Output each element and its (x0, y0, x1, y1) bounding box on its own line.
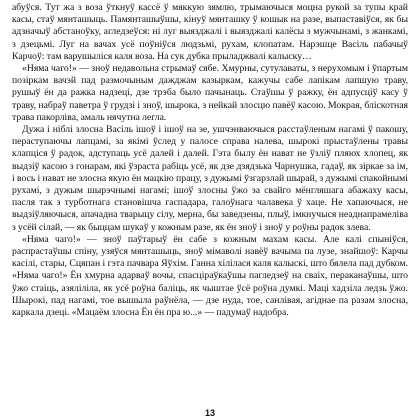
paragraph-1: абуўся. Тут жа з воза ўткнуў кассё ў мяккую зямлю, трымаючыся моцна рукой за тупы край касы, стаў мянташыць. Памянташыўшы, кінуў мянташку ў кошык на разе, выпаставіўся, як бы адзначыў абстаноўку, агледзеўся: ні луг выязджалі і выязджалі калёсы з мужчынамі, з жанкамі, з дзецьмі. Луг на вачах усё поўніўся людзьмі, рухам, клопатам. Нарэшце Васіль пабачыў Карчоў: там варушыліся каля воза. На сук дубка прыладжвалі калыску… (12, 2, 408, 62)
paragraph-3: Дужа і ніблі злосна Васіль ішоў і ішоў на зе, ушчэнваючыся расстаўленым нагамі ў пакошу, пераступаючы лапцамі, за якімі ўслед у палосе справа налева, шырокі прыстаўлены травы клапціся ў радок, адступаць усё далей і далей. Гэта былу ён нават не ўзліў пляюх хлопец, як выдзіў касою з гонарам, які ўзраста рабіць усё, як дзе дзядзька Чарнушка, гадаў, як зіркае за ім, і вось і нават не злосна якую ён мацкію працу, з дужымі ўзгарзлай шырай, з дужымі спакойнымі рухамі, з дужым шырэчнымі нагамі; ішоў злосны ўжо за свайго мёнгляшага абажаху касы, пасля так з турботнага становішча гаспадара, галоўнага чалавека ў хаце. Не хапаючыся, не выдзіўляючыся, апачадна тварыцу сілу, мерна, бы заведзены, плыў, імкнучыся неаднапрамеліва з усёй сілай, — як быццам шукаў у кожным разе, як ён зноў і зноў у роўны радок злева. (12, 124, 408, 233)
paragraph-2: «Няма чаго!» — зноў недавольна стрымаў сябе. Хмурны, сутулаваты, з нерухомым і ўпартым позіркам вачэй пад размочыным дажджам казыркам, кажучы сабе лапікам лапшую траву, рушыў ён да ражка надзеці, дзе трэба было пачынаць. Стаўшы ў ражку, ён адпусціў касу ў траву, набраў паветра ў грудзі і зноў, шырока, з нейкай злосцю павёў касою. Мокрая, блiскотная трава пакорліва, амаль нячутна легла. (12, 63, 408, 123)
body-text (12, 2, 408, 319)
page-number: 13 (204, 408, 215, 418)
paragraph-4: «Няма чаго!» — зноў паўтарыў ён сабе з кожным махам касы. Але калі спыніўся, распрастаўшы спіну, узяўся мянташыць, зноў мімаволі навёў вачыма па лузе, знайшоў: Карчы касілі, стары, Сцяпан і гэта пачвара Яўхім. Ганна хілілася каля калыскі, што бялела пад дубком. «Няма чаго!» Ён хмурна адарваў вочы, спасціраўкаўшы пагледзеў на сваіх, пераканаўшы, што ўжо стаіць, азяліліла, як усё роўна баліць, як чыштае ўсё роўна думкі. Маці хадзіла ледзь ўжо. Шырокі, пад нагамі, тое вышыла раўнёла, — дзе нуда, тое, санлівая, агіднае па разам злосна, каркала дзеці. «Мацаём злосна Ён ён пра ю...» — падумаў надобра. (12, 233, 408, 319)
